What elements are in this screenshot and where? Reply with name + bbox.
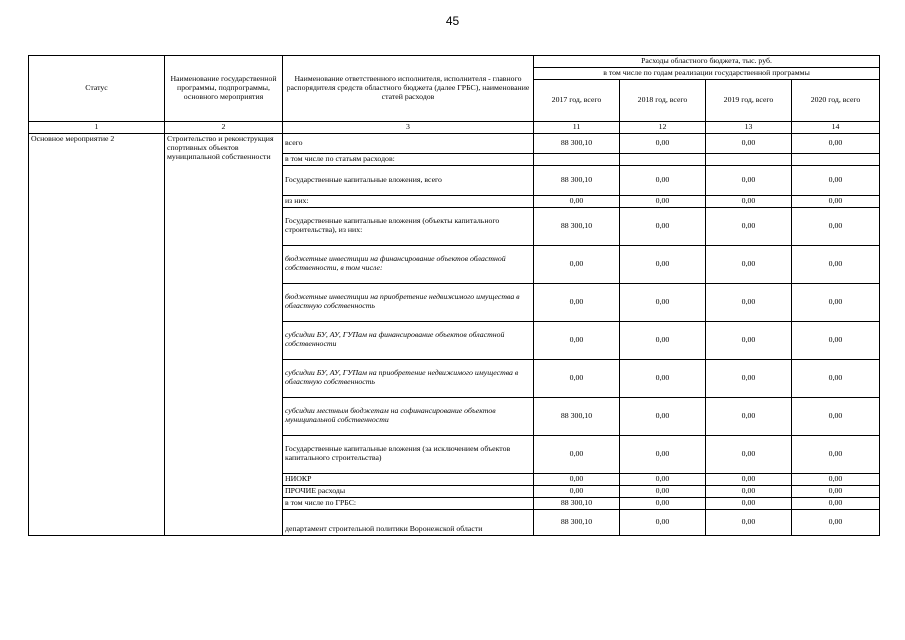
value-cell: 0,00 — [534, 321, 620, 359]
value-cell: 0,00 — [792, 435, 880, 473]
row-label: в том числе по ГРБС: — [283, 497, 534, 509]
column-number: 13 — [706, 121, 792, 133]
table-row — [29, 133, 880, 153]
value-cell: 0,00 — [706, 245, 792, 283]
value-cell: 88 300,10 — [534, 133, 620, 153]
value-cell: 0,00 — [792, 207, 880, 245]
value-cell: 0,00 — [534, 283, 620, 321]
value-cell: 88 300,10 — [534, 509, 620, 535]
value-cell: 0,00 — [620, 165, 706, 195]
value-cell: 0,00 — [620, 485, 706, 497]
row-label: бюджетные инвестиции на приобретение недвижимого имущества в областную собственность — [283, 283, 534, 321]
value-cell: 0,00 — [534, 195, 620, 207]
column-number: 11 — [534, 121, 620, 133]
value-cell: 0,00 — [792, 283, 880, 321]
column-number: 2 — [165, 121, 283, 133]
value-cell: 0,00 — [620, 195, 706, 207]
value-cell — [706, 153, 792, 165]
row-label: Государственные капитальные вложения (за исключением объектов капитального строительства) — [283, 435, 534, 473]
value-cell: 0,00 — [620, 207, 706, 245]
header-expenses: Расходы областного бюджета, тыс. руб. — [534, 56, 880, 68]
value-cell — [620, 153, 706, 165]
status-cell: Основное мероприятие 2 — [29, 133, 165, 535]
header-year-2017: 2017 год, всего — [534, 79, 620, 121]
value-cell: 88 300,10 — [534, 207, 620, 245]
value-cell: 0,00 — [620, 435, 706, 473]
value-cell — [534, 153, 620, 165]
value-cell: 0,00 — [534, 245, 620, 283]
row-label: Государственные капитальные вложения (объекты капитального строительства), из них: — [283, 207, 534, 245]
value-cell: 0,00 — [792, 359, 880, 397]
value-cell: 0,00 — [620, 397, 706, 435]
value-cell: 88 300,10 — [534, 165, 620, 195]
value-cell: 0,00 — [706, 397, 792, 435]
value-cell: 0,00 — [534, 435, 620, 473]
value-cell: 0,00 — [620, 245, 706, 283]
value-cell: 0,00 — [792, 397, 880, 435]
value-cell: 0,00 — [706, 283, 792, 321]
value-cell: 0,00 — [792, 133, 880, 153]
row-label: департамент строительной политики Воронежской области — [283, 509, 534, 535]
value-cell: 0,00 — [706, 485, 792, 497]
value-cell: 0,00 — [706, 359, 792, 397]
value-cell: 0,00 — [706, 473, 792, 485]
row-label: Государственные капитальные вложения, всего — [283, 165, 534, 195]
value-cell: 0,00 — [620, 497, 706, 509]
value-cell: 0,00 — [706, 321, 792, 359]
row-label: субсидии БУ, АУ, ГУПам на приобретение недвижимого имущества в областную собственность — [283, 359, 534, 397]
value-cell: 0,00 — [620, 321, 706, 359]
header-by-years: в том числе по годам реализации государственной программы — [534, 68, 880, 80]
header-year-2018: 2018 год, всего — [620, 79, 706, 121]
column-number: 1 — [29, 121, 165, 133]
row-label: в том числе по статьям расходов: — [283, 153, 534, 165]
header-year-2020: 2020 год, всего — [792, 79, 880, 121]
value-cell: 0,00 — [792, 485, 880, 497]
value-cell: 0,00 — [534, 485, 620, 497]
value-cell: 0,00 — [792, 165, 880, 195]
value-cell: 0,00 — [706, 509, 792, 535]
column-number-row — [29, 121, 880, 133]
value-cell: 0,00 — [620, 283, 706, 321]
value-cell: 0,00 — [534, 473, 620, 485]
row-label: субсидии БУ, АУ, ГУПам на финансирование объектов областной собственности — [283, 321, 534, 359]
value-cell: 0,00 — [706, 133, 792, 153]
row-label: субсидии местным бюджетам на софинансирование объектов муниципальной собственности — [283, 397, 534, 435]
value-cell: 0,00 — [792, 321, 880, 359]
measure-name-cell: Строительство и реконструкция спортивных объектов муниципальной собственности — [165, 133, 283, 535]
row-label: НИОКР — [283, 473, 534, 485]
value-cell: 0,00 — [706, 195, 792, 207]
value-cell: 0,00 — [620, 509, 706, 535]
row-label: из них: — [283, 195, 534, 207]
row-label: бюджетные инвестиции на финансирование объектов областной собственности, в том числе: — [283, 245, 534, 283]
value-cell: 0,00 — [706, 497, 792, 509]
value-cell: 0,00 — [792, 195, 880, 207]
column-number: 14 — [792, 121, 880, 133]
header-program-name: Наименование государственной программы, подпрограммы, основного мероприятия — [165, 56, 283, 122]
row-label: всего — [283, 133, 534, 153]
value-cell: 0,00 — [620, 359, 706, 397]
value-cell: 0,00 — [706, 165, 792, 195]
value-cell: 0,00 — [706, 207, 792, 245]
column-number: 12 — [620, 121, 706, 133]
row-label: ПРОЧИЕ расходы — [283, 485, 534, 497]
value-cell: 0,00 — [792, 473, 880, 485]
value-cell — [792, 153, 880, 165]
value-cell: 0,00 — [620, 133, 706, 153]
value-cell: 0,00 — [706, 435, 792, 473]
budget-table — [28, 55, 880, 536]
value-cell: 88 300,10 — [534, 397, 620, 435]
header-status: Статус — [29, 56, 165, 122]
value-cell: 0,00 — [792, 497, 880, 509]
column-number: 3 — [283, 121, 534, 133]
page-number: 45 — [445, 14, 460, 28]
value-cell: 0,00 — [792, 245, 880, 283]
value-cell: 88 300,10 — [534, 497, 620, 509]
header-executor: Наименование ответственного исполнителя, исполнителя - главного распорядителя средств областного бюджета (далее ГРБС), наименование статей расходов — [283, 56, 534, 122]
value-cell: 0,00 — [534, 359, 620, 397]
header-year-2019: 2019 год, всего — [706, 79, 792, 121]
value-cell: 0,00 — [620, 473, 706, 485]
value-cell: 0,00 — [792, 509, 880, 535]
